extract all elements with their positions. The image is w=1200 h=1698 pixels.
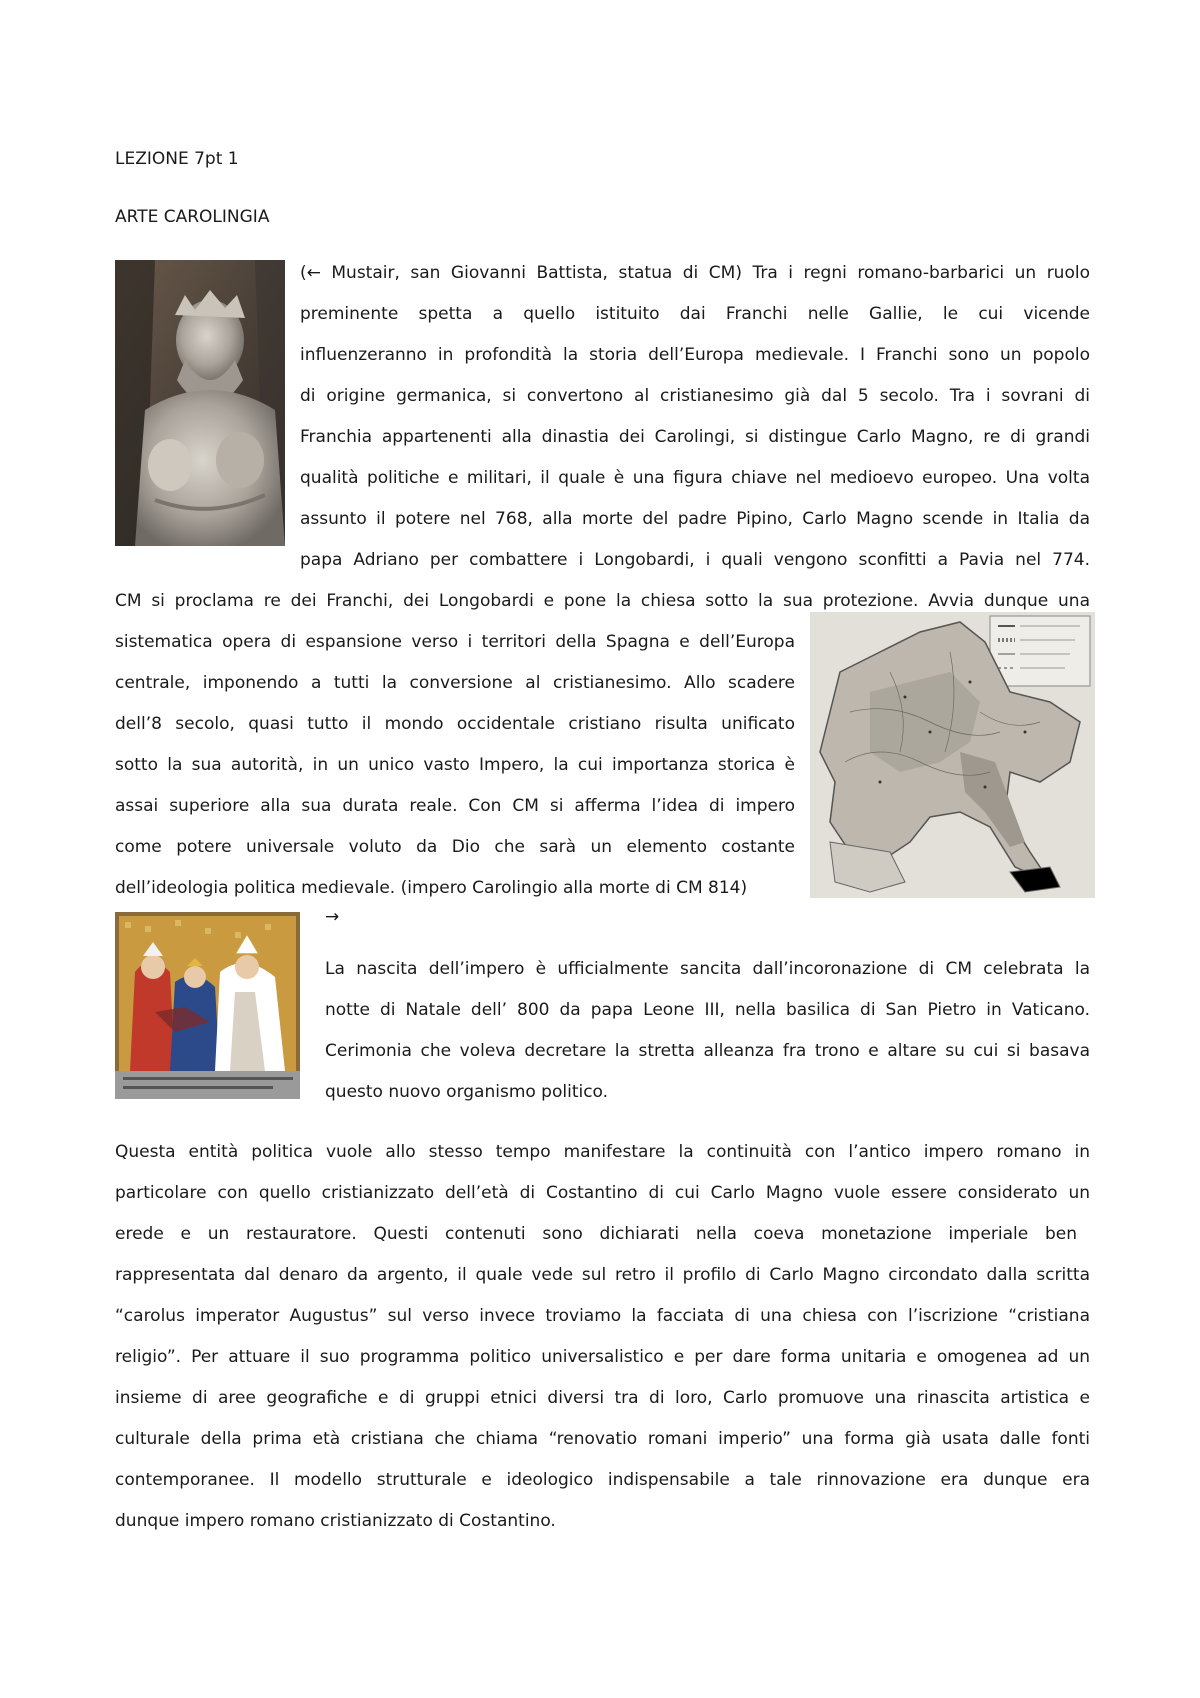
text-line: questo nuovo organismo politico. [325,1082,609,1102]
text-line: contemporanee. Il modello strutturale e ideologico indispensabile a tale rinnovazione era dunque era [115,1470,1090,1490]
text-line: insieme di aree geografiche e di gruppi etnici diversi tra di loro, Carlo promuove una rinascita artistica e [115,1388,1090,1408]
text-line: Questa entità politica vuole allo stesso tempo manifestare la continuità con l’antico impero romano in [115,1142,1090,1162]
section-title: ARTE CAROLINGIA [115,207,270,227]
text-line: “carolus imperator Augustus” sul verso invece troviamo la facciata di una chiesa con l’iscrizione “cristiana [115,1306,1090,1326]
text-line: papa Adriano per combattere i Longobardi, i quali vengono sconfitti a Pavia nel 774. [300,550,1090,570]
text-line: qualità politiche e militari, il quale è una figura chiave nel medioevo europeo. Una volta [300,468,1090,488]
text-line: dell’ideologia politica medievale. (impero Carolingio alla morte di CM 814) [115,878,748,898]
text-line: dunque impero romano cristianizzato di Costantino. [115,1511,556,1531]
text-line: (← Mustair, san Giovanni Battista, statua di CM) Tra i regni romano-barbarici un ruolo [300,263,1090,283]
text-line: particolare con quello cristianizzato dell’età di Costantino di cui Carlo Magno vuole essere considerato un [115,1183,1090,1203]
text-line: centrale, imponendo a tutti la conversione al cristianesimo. Allo scadere [115,673,795,693]
text-line: La nascita dell’impero è ufficialmente sancita dall’incoronazione di CM celebrata la [325,959,1090,979]
text-line: come potere universale voluto da Dio che sarà un elemento costante [115,837,795,857]
text-line: CM si proclama re dei Franchi, dei Longobardi e pone la chiesa sotto la sua protezione. Avvia dunque una [115,591,1090,611]
text-line: assai superiore alla sua durata reale. Con CM si afferma l’idea di impero [115,796,795,816]
text-line: sotto la sua autorità, in un unico vasto Impero, la cui importanza storica è [115,755,795,775]
text-line: rappresentata dal denaro da argento, il quale vede sul retro il profilo di Carlo Magno circondato dalla scritta [115,1265,1090,1285]
text-line: Franchia appartenenti alla dinastia dei Carolingi, si distingue Carlo Magno, re di grandi [300,427,1090,447]
text-line: assunto il potere nel 768, alla morte del padre Pipino, Carlo Magno scende in Italia da [300,509,1090,529]
map-image [810,612,1095,898]
coronation-miniature-image [115,912,300,1099]
text-line: di origine germanica, si convertono al cristianesimo già dal 5 secolo. Tra i sovrani di [300,386,1090,406]
text-line: dell’8 secolo, quasi tutto il mondo occidentale cristiano risulta unificato [115,714,795,734]
text-line: religio”. Per attuare il suo programma politico universalistico e per dare forma unitaria e omogenea ad un [115,1347,1090,1367]
text-line: Cerimonia che voleva decretare la stretta alleanza fra trono e altare su cui si basava [325,1041,1090,1061]
text-line: culturale della prima età cristiana che chiama “renovatio romani imperio” una forma già usata dalle fonti [115,1429,1090,1449]
lesson-title: LEZIONE 7pt 1 [115,149,239,169]
arrow-right-icon: → [325,907,340,927]
text-line: sistematica opera di espansione verso i territori della Spagna e dell’Europa [115,632,795,652]
text-line: notte di Natale dell’ 800 da papa Leone III, nella basilica di San Pietro in Vaticano. [325,1000,1090,1020]
text-line: influenzeranno in profondità la storia dell’Europa medievale. I Franchi sono un popolo [300,345,1090,365]
text-line: preminente spetta a quello istituito dai Franchi nelle Gallie, le cui vicende [300,304,1090,324]
text-line: erede e un restauratore. Questi contenuti sono dichiarati nella coeva monetazione imperiale ben [115,1224,1077,1244]
statue-image [115,260,285,546]
